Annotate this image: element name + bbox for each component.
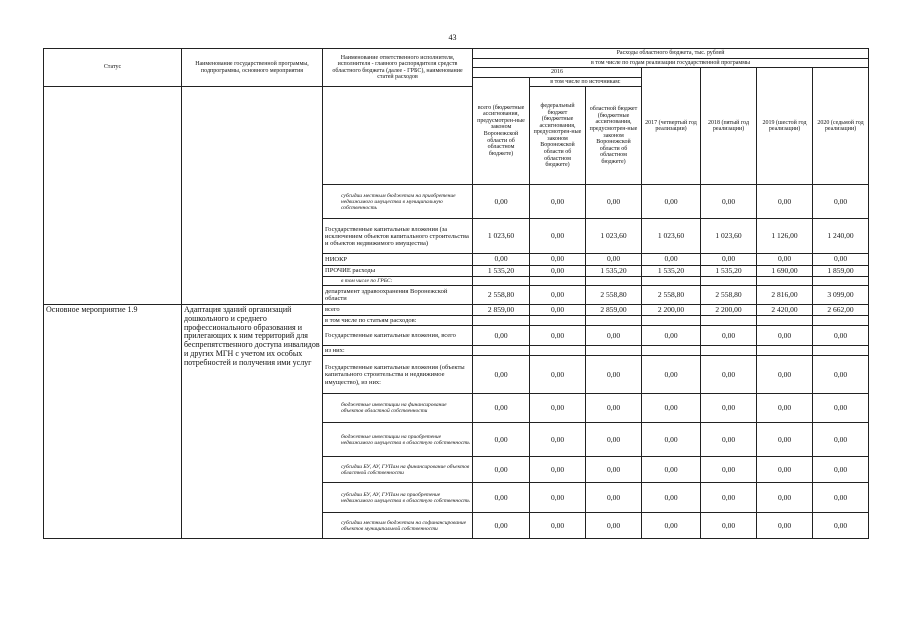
value-cell: 0,00 [757, 483, 813, 513]
value-cell: 2 816,00 [757, 285, 813, 304]
value-cell [757, 316, 813, 326]
value-cell: 0,00 [813, 326, 869, 346]
value-cell: 0,00 [701, 394, 757, 423]
value-cell: 0,00 [642, 185, 701, 219]
value-cell: 0,00 [642, 356, 701, 394]
program-cell-continued [182, 185, 323, 305]
value-cell: 2 859,00 [586, 304, 642, 315]
header-by-years: в том числе по годам реализации государственной программы [473, 58, 869, 68]
row-label: Государственные капитальные вложения, всего [323, 326, 473, 346]
value-cell: 0,00 [701, 483, 757, 513]
value-cell: 0,00 [530, 423, 586, 457]
value-cell: 0,00 [701, 513, 757, 539]
value-cell: 0,00 [530, 356, 586, 394]
value-cell: 2 558,80 [473, 285, 530, 304]
value-cell: 0,00 [757, 394, 813, 423]
value-cell: 0,00 [530, 254, 586, 265]
measure-status: Основное мероприятие 1.9 [44, 304, 182, 539]
value-cell: 0,00 [473, 326, 530, 346]
value-cell: 0,00 [757, 326, 813, 346]
value-cell [813, 276, 869, 285]
measure-name: Адаптация зданий организаций дошкольного и среднего профессионального образования и прилегающих к ним территорий для беспрепятственного доступа инвалидов и других МГН с учетом их особых потребностей и получения ими услуг [182, 304, 323, 539]
value-cell: 0,00 [473, 356, 530, 394]
value-cell: 2 558,80 [586, 285, 642, 304]
header-2018: 2018 (пятый год реализации) [701, 68, 757, 185]
value-cell: 0,00 [642, 254, 701, 265]
row-label: всего [323, 304, 473, 315]
table-row [44, 185, 869, 219]
value-cell: 0,00 [586, 394, 642, 423]
row-label: департамент здравоохранения Воронежской области [323, 285, 473, 304]
row-label: в том числе по ГРБС: [323, 276, 473, 285]
header-expenses: Расходы областного бюджета, тыс. рублей [473, 49, 869, 59]
row-label: в том числе по статьям расходов: [323, 316, 473, 326]
row-label: бюджетные инвестиции на финансирование объектов областной собственности [323, 394, 473, 423]
value-cell: 0,00 [813, 394, 869, 423]
value-cell: 2 420,00 [757, 304, 813, 315]
value-cell [757, 346, 813, 356]
value-cell: 0,00 [473, 483, 530, 513]
value-cell: 0,00 [757, 254, 813, 265]
value-cell: 1 240,00 [813, 219, 869, 254]
header-regional: областной бюджет (бюджетные ассигнования, предусмотрен-ные законом Воронежской области об областном бюджете) [586, 87, 642, 185]
value-cell: 0,00 [813, 254, 869, 265]
value-cell: 0,00 [530, 483, 586, 513]
value-cell: 0,00 [813, 483, 869, 513]
value-cell: 0,00 [530, 326, 586, 346]
value-cell: 0,00 [473, 185, 530, 219]
value-cell [701, 276, 757, 285]
value-cell: 0,00 [813, 457, 869, 483]
value-cell [473, 276, 530, 285]
value-cell [701, 346, 757, 356]
value-cell: 0,00 [473, 254, 530, 265]
row-label: субсидии местным бюджетам на софинансирование объектов муниципальной собственности [323, 513, 473, 539]
value-cell: 0,00 [530, 265, 586, 276]
value-cell: 1 023,60 [701, 219, 757, 254]
value-cell: 0,00 [813, 513, 869, 539]
value-cell [473, 346, 530, 356]
value-cell: 0,00 [530, 457, 586, 483]
value-cell [530, 276, 586, 285]
value-cell: 0,00 [586, 457, 642, 483]
value-cell [642, 316, 701, 326]
value-cell: 0,00 [473, 394, 530, 423]
header-executor: Наименование ответственного исполнителя, исполнителя - главного распорядителя средств областного бюджета (далее - ГРБС), наименование статей расходов [323, 49, 473, 87]
status-cell-continued [44, 185, 182, 305]
value-cell [586, 316, 642, 326]
value-cell: 0,00 [586, 326, 642, 346]
value-cell: 0,00 [586, 254, 642, 265]
row-label: субсидии БУ, АУ, ГУПам на финансирование объектов областной собственности [323, 457, 473, 483]
value-cell: 0,00 [701, 457, 757, 483]
value-cell: 0,00 [813, 185, 869, 219]
value-cell [586, 276, 642, 285]
value-cell [757, 276, 813, 285]
value-cell: 1 023,60 [642, 219, 701, 254]
value-cell: 0,00 [701, 185, 757, 219]
value-cell [642, 346, 701, 356]
value-cell: 1 690,00 [757, 265, 813, 276]
value-cell: 0,00 [757, 513, 813, 539]
value-cell: 0,00 [642, 483, 701, 513]
header-by-sources: в том числе по источникам: [530, 77, 642, 87]
header-2019: 2019 (шестой год реализации) [757, 68, 813, 185]
value-cell: 3 099,00 [813, 285, 869, 304]
value-cell: 0,00 [701, 356, 757, 394]
value-cell: 0,00 [530, 513, 586, 539]
value-cell: 2 200,00 [642, 304, 701, 315]
value-cell: 0,00 [701, 326, 757, 346]
row-label: Государственные капитальные вложения (за исключением объектов капитального строительства и объектов недвижимого имущества) [323, 219, 473, 254]
value-cell: 1 023,60 [473, 219, 530, 254]
value-cell: 0,00 [757, 356, 813, 394]
header-2016: 2016 [473, 68, 642, 78]
value-cell: 0,00 [530, 394, 586, 423]
value-cell: 0,00 [813, 356, 869, 394]
header-2017: 2017 (четвертый год реализации) [642, 68, 701, 185]
value-cell: 1 126,00 [757, 219, 813, 254]
value-cell: 0,00 [642, 394, 701, 423]
header-program: Наименование государственной программы, подпрограммы, основного мероприятия [182, 49, 323, 87]
value-cell: 0,00 [586, 185, 642, 219]
value-cell: 0,00 [757, 457, 813, 483]
value-cell: 1 535,20 [586, 265, 642, 276]
value-cell: 2 558,80 [642, 285, 701, 304]
value-cell: 0,00 [757, 423, 813, 457]
value-cell: 2 558,80 [701, 285, 757, 304]
status-cell-top [44, 87, 182, 185]
header-total: всего (бюджетные ассигнования, предусмотрен-ные законом Воронежской области об областном бюджете) [473, 77, 530, 185]
value-cell: 1 535,20 [642, 265, 701, 276]
row-label: ПРОЧИЕ расходы [323, 265, 473, 276]
value-cell: 0,00 [586, 513, 642, 539]
value-cell: 1 535,20 [701, 265, 757, 276]
value-cell: 0,00 [642, 513, 701, 539]
row-label: бюджетные инвестиции на приобретение недвижимого имущества в областную собственность [323, 423, 473, 457]
header-federal: федеральный бюджет (бюджетные ассигнования, предусмотрен-ные законом Воронежской области об областном бюджете) [530, 87, 586, 185]
value-cell: 1 535,20 [473, 265, 530, 276]
value-cell: 0,00 [473, 513, 530, 539]
value-cell: 0,00 [586, 356, 642, 394]
value-cell: 0,00 [813, 423, 869, 457]
value-cell: 2 859,00 [473, 304, 530, 315]
value-cell: 0,00 [586, 483, 642, 513]
value-cell: 0,00 [642, 457, 701, 483]
page-number: 43 [448, 33, 457, 42]
value-cell: 0,00 [701, 254, 757, 265]
value-cell: 0,00 [757, 185, 813, 219]
header-2020: 2020 (седьмой год реализации) [813, 68, 869, 185]
value-cell: 2 200,00 [701, 304, 757, 315]
value-cell: 0,00 [586, 423, 642, 457]
value-cell [642, 276, 701, 285]
value-cell: 1 859,00 [813, 265, 869, 276]
value-cell: 0,00 [642, 423, 701, 457]
value-cell: 0,00 [642, 326, 701, 346]
budget-table [43, 48, 869, 539]
value-cell: 0,00 [530, 304, 586, 315]
value-cell [530, 346, 586, 356]
header-status: Статус [44, 49, 182, 87]
value-cell [530, 316, 586, 326]
value-cell: 2 662,00 [813, 304, 869, 315]
value-cell [813, 346, 869, 356]
value-cell: 0,00 [530, 219, 586, 254]
row-label: субсидии БУ, АУ, ГУПам на приобретение недвижимого имущества в областную собственность [323, 483, 473, 513]
value-cell: 0,00 [530, 285, 586, 304]
table-row [44, 304, 869, 315]
row-label: из них: [323, 346, 473, 356]
executor-cell-top [323, 87, 473, 185]
value-cell [473, 316, 530, 326]
value-cell: 1 023,60 [586, 219, 642, 254]
row-label: Государственные капитальные вложения (объекты капитального строительства и недвижимое имущество), из них: [323, 356, 473, 394]
value-cell: 0,00 [473, 423, 530, 457]
program-cell-top [182, 87, 323, 185]
value-cell [701, 316, 757, 326]
row-label: НИОКР [323, 254, 473, 265]
value-cell: 0,00 [473, 457, 530, 483]
value-cell: 0,00 [701, 423, 757, 457]
row-label: субсидии местным бюджетам на приобретение недвижимого имущества в муниципальную собственность [323, 185, 473, 219]
value-cell: 0,00 [530, 185, 586, 219]
value-cell [586, 346, 642, 356]
value-cell [813, 316, 869, 326]
